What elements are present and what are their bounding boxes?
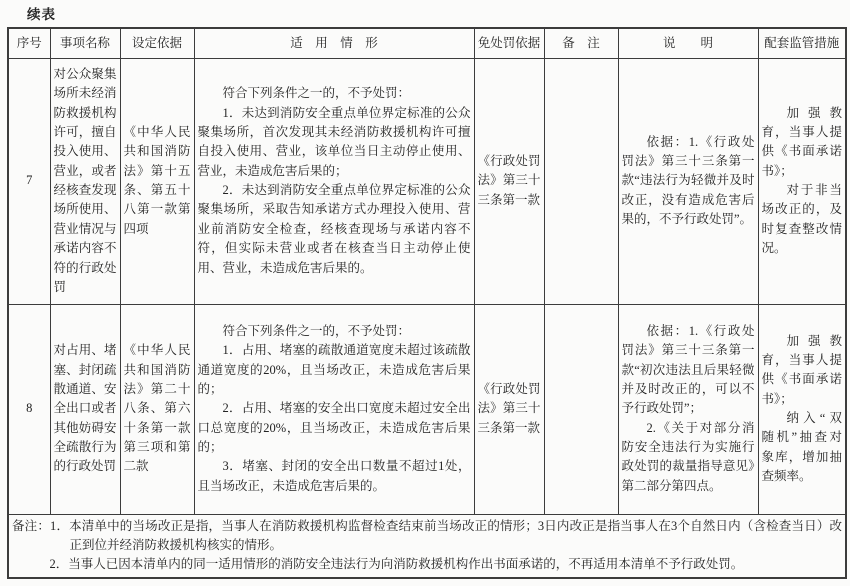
continuation-table-title: 续表: [27, 7, 56, 22]
col-header-supervision-measures: 配套监管措施: [758, 28, 846, 58]
cell-serial-no: 8: [8, 304, 50, 514]
table-row-7: [8, 58, 846, 304]
col-header-exemption-basis: 免处罚依据: [474, 28, 544, 58]
explanation-paragraph: 依据：1.《行政处罚法》第三十三条第一款“初次违法且后果轻微并及时改正的，可以不予行政处罚”；: [621, 323, 755, 416]
cell-setting-basis: 《中华人民共和国消防法》第十五条、第五十八第一款第四项: [120, 58, 194, 304]
col-header-applicable-situations: 适 用 情 形: [194, 28, 474, 58]
situations-intro: 符合下列条件之一的，不予处罚：: [222, 323, 411, 338]
situation-item: 2．未达到消防安全重点单位界定标准的公众聚集场所，采取告知承诺方式办理投入使用、营业前消防安全检查，经核查现场与承诺内容不符，但实际未营业或者在核查当日主动停止使用、营业，未造成危害后果的。: [197, 183, 471, 275]
col-header-item-name: 事项名称: [50, 28, 120, 58]
cell-supervision-measures: [758, 58, 846, 304]
cell-remarks: [544, 58, 618, 304]
col-header-explanation: 说 明: [618, 28, 758, 58]
footnote-1: 备注：1．本清单中的当场改正是指，当事人在消防救援机构监督检查结束前当场改正的情形；3日内改正是指当事人在3个自然日内（含检查当日）改正到位并经消防救援机构核实的情形。: [12, 518, 842, 552]
explanation-paragraph: 2.《关于对部分消防安全违法行为实施行政处罚的裁量指导意见》第二部分第四点。: [621, 420, 755, 493]
penalty-exemption-table: [7, 27, 847, 579]
cell-setting-basis: 《中华人民共和国消防法》第二十八条、第六十条第一款第三项和第二款: [120, 304, 194, 514]
cell-explanation: [618, 58, 758, 304]
document-page: [0, 3, 850, 586]
cell-exemption-basis: 《行政处罚法》第三十三条第一款: [474, 304, 544, 514]
cell-explanation: [618, 304, 758, 514]
table-header-row: [8, 28, 846, 58]
cell-supervision-measures: [758, 304, 846, 514]
cell-serial-no: 7: [8, 58, 50, 304]
footnote-2: 2．当事人已因本清单内的同一适用情形的消防安全违法行为向消防救援机构作出书面承诺的，不再适用本清单不予行政处罚。: [49, 557, 744, 572]
measure-paragraph: 对于非当场改正的，及时复查整改情况。: [761, 183, 842, 256]
cell-item-name: 对占用、堵塞、封闭疏散通道、安全出口或者其他妨碍安全疏散行为的行政处罚: [50, 304, 120, 514]
situation-item: 3．堵塞、封闭的安全出口数量不超过1处，且当场改正，未造成危害后果的。: [197, 459, 471, 493]
situation-item: 2．占用、堵塞的安全出口宽度未超过安全出口总宽度的20%，且当场改正，未造成危害后果的；: [197, 401, 471, 455]
cell-remarks: [544, 304, 618, 514]
situation-item: 1．未达到消防安全重点单位界定标准的公众聚集场所，首次发现其未经消防救援机构许可擅自投入使用、营业，该单位当日主动停止使用、营业，未造成危害后果的；: [197, 105, 471, 178]
cell-applicable-situations: [194, 58, 474, 304]
explanation-paragraph: 依据：1.《行政处罚法》第三十三条第一款“违法行为轻微并及时改正，没有造成危害后果的，不予行政处罚”。: [621, 134, 755, 227]
situation-item: 1．占用、堵塞的疏散通道宽度未超过该疏散通道宽度的20%，且当场改正，未造成危害后果的；: [197, 343, 471, 396]
table-row-8: [8, 304, 846, 514]
col-header-serial-no: 序号: [8, 28, 50, 58]
footnotes-row: [8, 514, 846, 578]
cell-exemption-basis: 《行政处罚法》第三十三条第一款: [474, 58, 544, 304]
cell-footnotes: [8, 514, 846, 578]
situations-intro: 符合下列条件之一的，不予处罚：: [222, 86, 411, 101]
col-header-remarks: 备 注: [544, 28, 618, 58]
cell-item-name: 对公众聚集场所未经消防救援机构许可，擅自投入使用、营业，或者经核查发现场所使用、营业情况与承诺内容不符的行政处罚: [50, 58, 120, 304]
col-header-setting-basis: 设定依据: [120, 28, 194, 58]
measure-paragraph: 纳入“双随机”抽查对象库，增加抽查频率。: [761, 411, 842, 484]
cell-applicable-situations: [194, 304, 474, 514]
measure-paragraph: 加强教育，当事人提供《书面承诺书》；: [761, 105, 842, 178]
measure-paragraph: 加强教育，当事人提供《书面承诺书》；: [761, 333, 842, 406]
